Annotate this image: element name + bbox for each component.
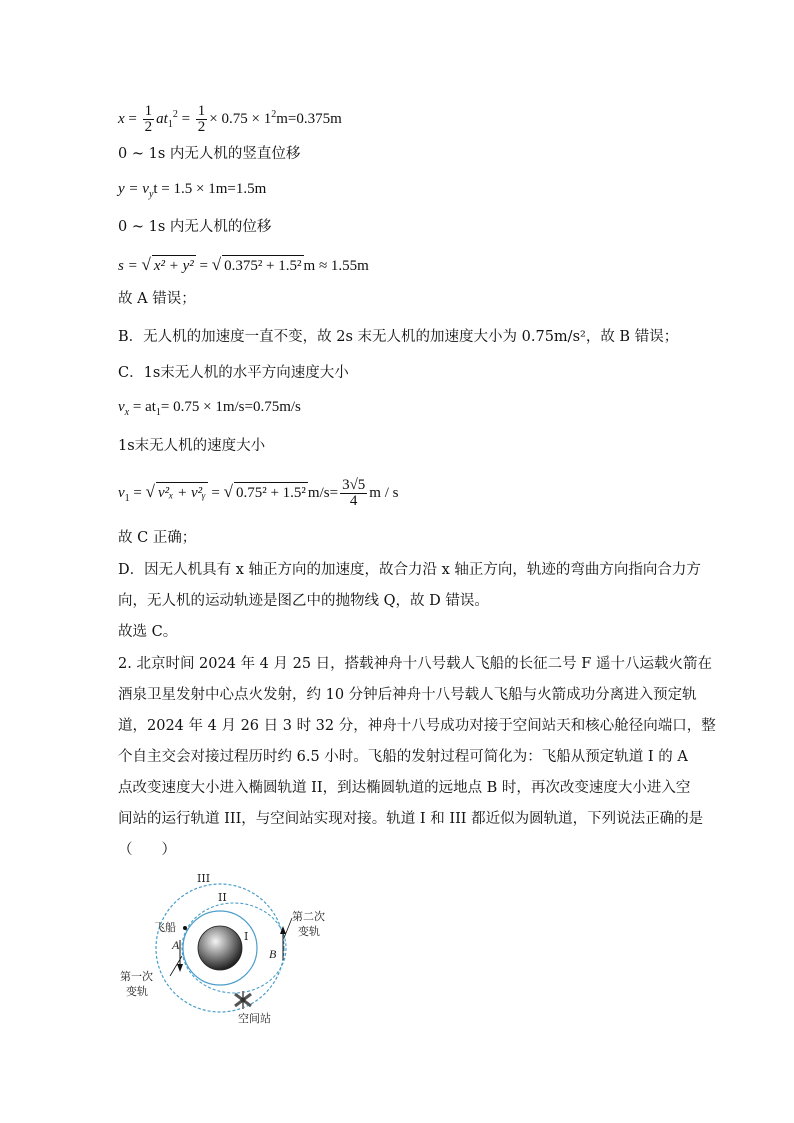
text-option-d-line2: 向，无人机的运动轨迹是图乙中的抛物线 Q，故 D 错误。 (118, 593, 489, 609)
question-2-line6: 间站的运行轨道 III，与空间站实现对接。轨道 I 和 III 都近似为圆轨道，下列说法正确的是 (118, 811, 704, 827)
equation-total-displacement: s = √ x² + y² = √ 0.375² + 1.5² m ≈ 1.55m (118, 255, 369, 274)
ship-dot (183, 926, 187, 930)
label-ship: 飞船 (154, 921, 176, 934)
label-a: A (172, 938, 180, 952)
equation-vertical-displacement: $y = v_yt = 1.5 \times 1m=1.5m$ (118, 181, 267, 200)
text-displacement-heading: 0 ~ 1s 内无人机的位移 (118, 219, 272, 235)
label-first-change: 第一次 (120, 970, 153, 983)
space-station-icon (235, 991, 251, 1009)
text-option-c: C．1s末无人机的水平方向速度大小 (118, 365, 349, 381)
text-option-d-line1: D．因无人机具有 x 轴正方向的加速度，故合力沿 x 轴正方向，轨迹的弯曲方向指向合力方 (118, 562, 701, 578)
text-vertical-displacement-heading: 0 ~ 1s 内无人机的竖直位移 (118, 146, 301, 162)
label-iii: III (197, 872, 211, 885)
orbit-diagram (112, 868, 325, 1030)
label-ii: II (218, 891, 227, 904)
earth (198, 926, 242, 970)
text-velocity-heading: 1s末无人机的速度大小 (118, 438, 266, 454)
text-a-wrong: 故 A 错误； (118, 291, 196, 307)
text-option-b: B．无人机的加速度一直不变，故 2s 末无人机的加速度大小为 0.75m/s²，故 B 错误； (118, 329, 679, 345)
label-first-change-2: 变轨 (126, 985, 148, 998)
question-2-line4: 个自主交会对接过程历时约 6.5 小时。飞船的发射过程可简化为：飞船从预定轨道 I 的 A (118, 749, 688, 765)
text-answer-c: 故选 C。 (118, 624, 178, 640)
question-2-choice-blank: （ ） (118, 842, 176, 858)
question-2-line3: 道，2024 年 4 月 26 日 3 时 32 分，神舟十八号成功对接于空间站天和核心舱径向端口，整 (118, 718, 716, 734)
equation-velocity-magnitude: $v_1$ = √ v²ₓ + v²ᵧ = √ 0.75² + 1.5² m/s= $\frac{3√5}{4}$ m / s (118, 477, 399, 509)
question-2-line2: 酒泉卫星发射中心点火发射，约 10 分钟后神舟十八号载人飞船与火箭成功分离进入预定轨 (118, 687, 697, 703)
text-c-correct: 故 C 正确； (118, 530, 197, 546)
question-2-line5: 点改变速度大小进入椭圆轨道 II，到达椭圆轨道的远地点 B 时，再次改变速度大小进入空 (118, 780, 691, 796)
label-i: I (244, 930, 249, 943)
equation-horizontal-displacement: x = $\frac{1}{2}$ $at_1^2$ = $\frac{1}{2}$ × $0.75 \times 1^2m=0.375m$ (118, 103, 342, 135)
label-b: B (269, 947, 277, 961)
label-space-station: 空间站 (238, 1012, 271, 1025)
label-second-change: 第二次 (292, 910, 325, 923)
equation-horizontal-velocity: $v_x = at_1= 0.75 \times 1m/s=0.75m/s$ (118, 399, 301, 418)
question-2-line1: 2. 北京时间 2024 年 4 月 25 日，搭载神舟十八号载人飞船的长征二号 F 遥十八运载火箭在 (118, 656, 712, 672)
label-second-change-2: 变轨 (298, 925, 320, 938)
